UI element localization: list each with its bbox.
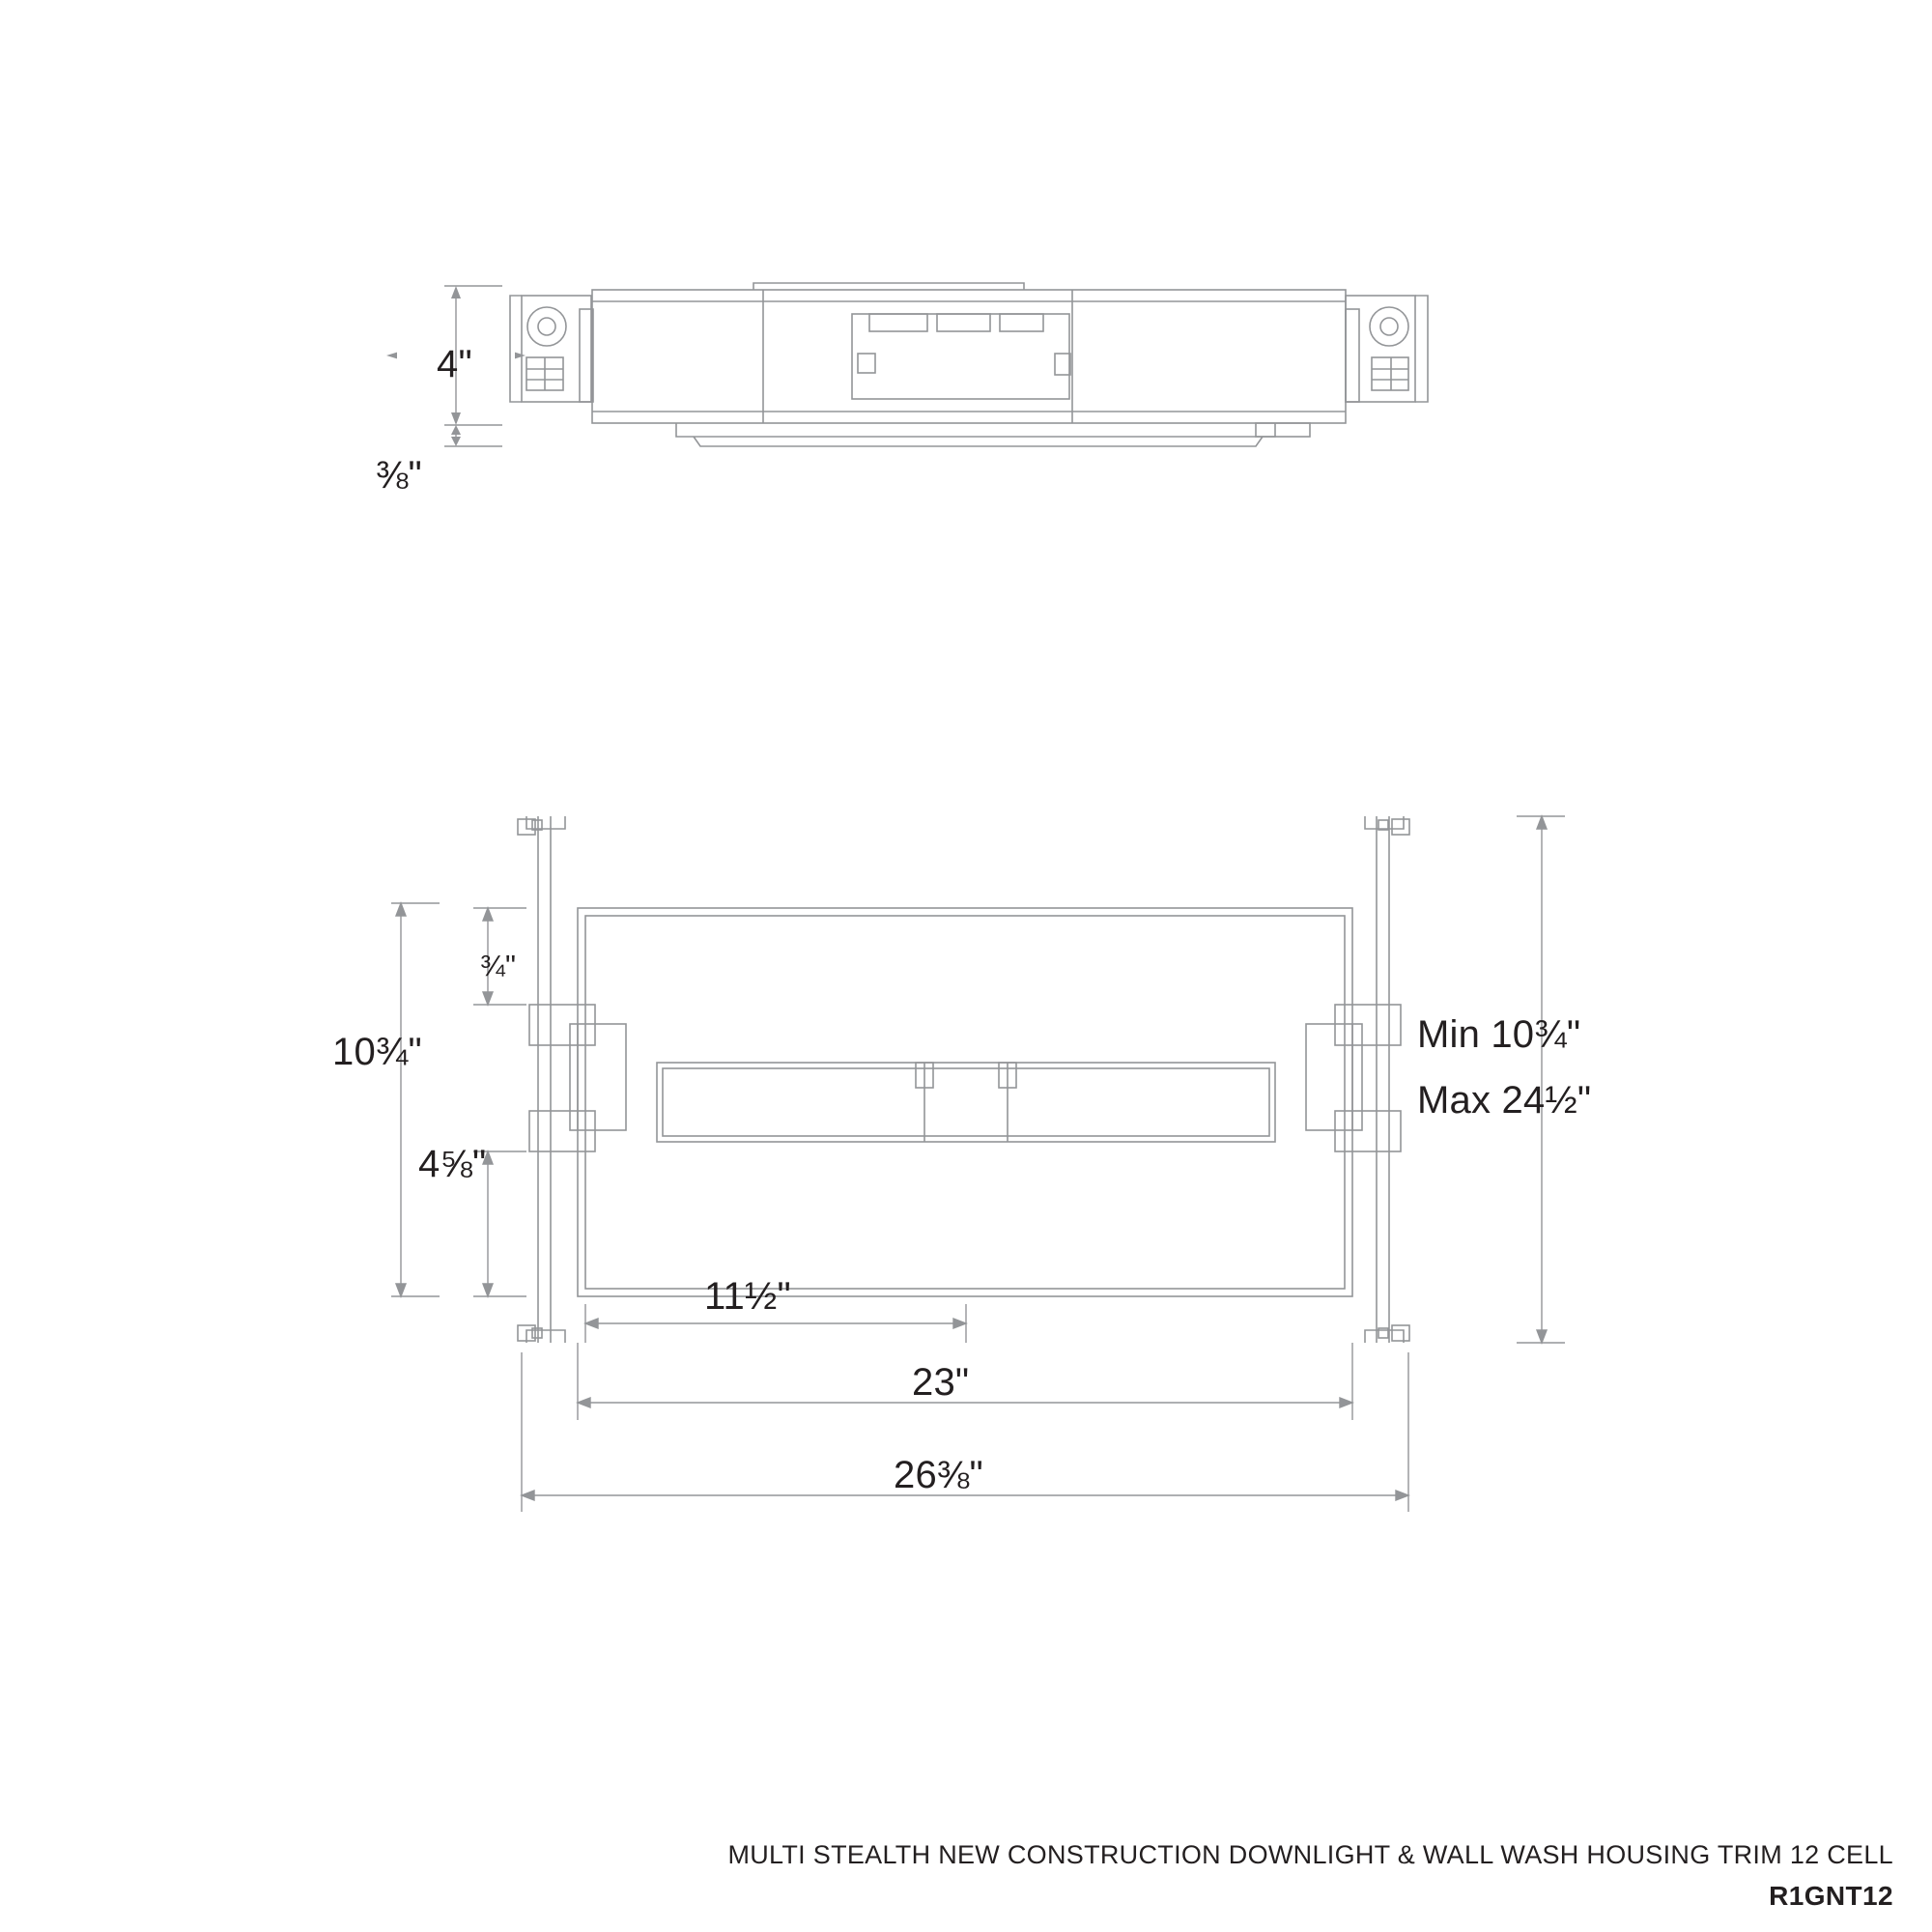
left-end-bracket — [510, 296, 593, 402]
right-end-bracket — [1346, 296, 1428, 402]
dimension-label-housing-height: 10¾" — [332, 1031, 422, 1073]
product-title: MULTI STEALTH NEW CONSTRUCTION DOWNLIGHT & WALL WASH HOUSING TRIM 12 CELL — [727, 1840, 1893, 1869]
left-hanger-bar — [518, 816, 626, 1343]
dimension-label-lower-offset: 4⅝" — [418, 1143, 487, 1185]
dimension-label-trim-depth: ⅜" — [376, 454, 422, 497]
dimension-label-bracket-offset: ¾" — [480, 949, 517, 982]
dimension-label-bar-min: Min 10¾" — [1417, 1013, 1581, 1056]
right-hanger-bar — [1306, 816, 1409, 1343]
dimension-label-bar-max: Max 24½" — [1417, 1079, 1592, 1122]
caption-block — [727, 1837, 1893, 1915]
dimension-label-inner-width: 11½" — [704, 1275, 791, 1318]
side-view-geometry — [510, 283, 1428, 446]
dimension-label-overall-width: 26⅜" — [894, 1454, 983, 1496]
dimension-label-housing-width: 23" — [912, 1361, 970, 1404]
dimension-label-height: 4" — [437, 343, 472, 385]
product-code: R1GNT12 — [1769, 1881, 1893, 1912]
front-view-geometry — [518, 816, 1409, 1343]
